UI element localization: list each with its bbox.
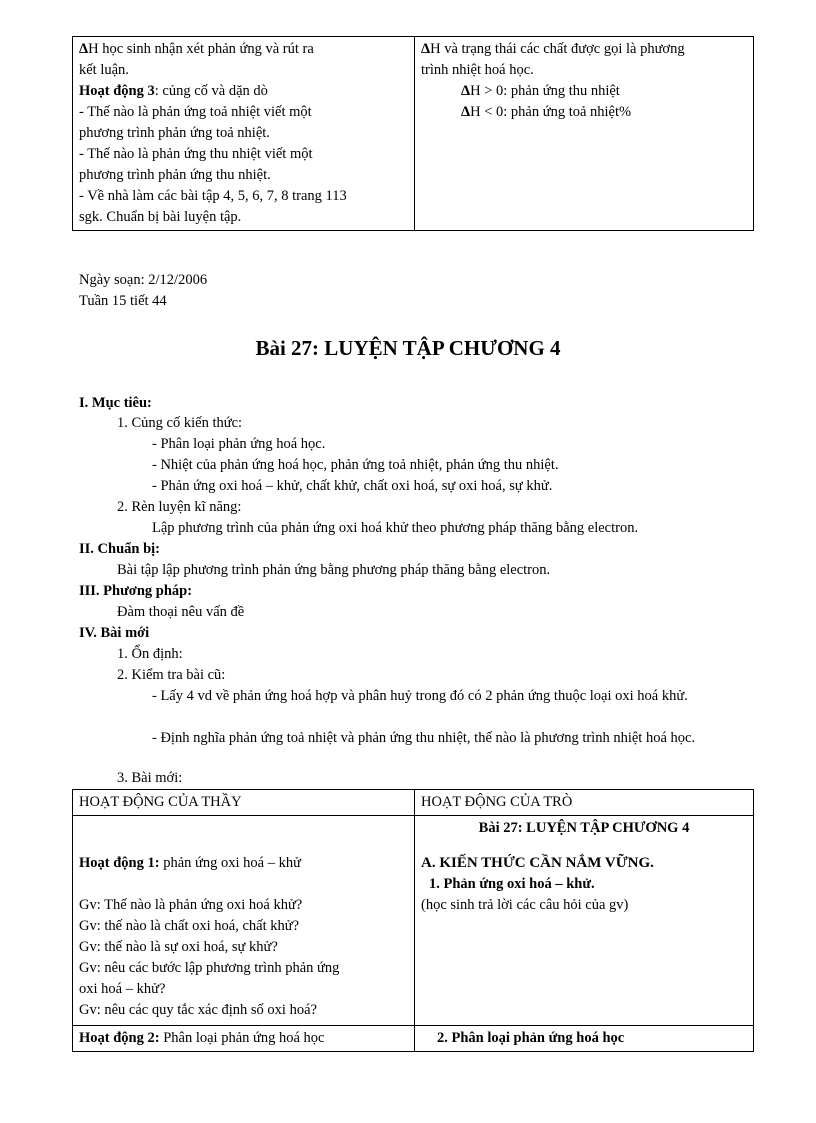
activity-2-cell: Hoạt động 2: Phân loại phản ứng hoá học	[73, 1026, 415, 1052]
objective-1: 1. Củng cố kiến thức:	[117, 415, 243, 431]
step-2: 2. Kiểm tra bài cũ:	[117, 667, 226, 683]
section-preparation-heading: II. Chuẩn bị:	[79, 541, 160, 557]
objective-2: 2. Rèn luyện kĩ năng:	[117, 499, 242, 515]
header-student: HOẠT ĐỘNG CỦA TRÒ	[415, 790, 754, 816]
delta-symbol: Δ	[421, 41, 431, 57]
classification-heading: 2. Phân loại phản ứng hoá học	[437, 1030, 625, 1046]
activity-3-label: Hoạt động 3	[79, 83, 155, 99]
section-new-lesson-heading: IV. Bài mới	[79, 625, 150, 641]
objective-2a: Lập phương trình của phản ứng oxi hoá khử theo phương pháp thăng bằng electron.	[152, 520, 639, 536]
activity-2-label: Hoạt động 2:	[79, 1030, 160, 1046]
top-table-right-cell: ΔH và trạng thái các chất được gọi là phương trình nhiệt hoá học. ΔH > 0: phản ứng thu nhiệt ΔH < 0: phản ứng toả nhiệt%	[415, 37, 754, 231]
preparation-text: Bài tập lập phương trình phản ứng bằng phương pháp thăng bằng electron.	[117, 562, 551, 578]
top-table-left-cell: ΔH học sinh nhận xét phản ứng và rút ra kết luận. Hoạt động 3: củng cố và dặn dò - Thế nào là phản ứng toả nhiệt viết một phương trình phản ứng toả nhiệt. - Thế nào là phản ứng thu nhiệt viết một phương trình phản ứng thu nhiệt. - Về nhà làm các bài tập 4, 5, 6, 7, 8 trang 113 sgk. Chuẩn bị bài luyện tập.	[73, 37, 415, 231]
section-method-heading: III. Phương pháp:	[79, 583, 193, 599]
top-activity-table	[72, 36, 754, 231]
activity-1-label: Hoạt động 1:	[79, 855, 160, 871]
method-text: Đàm thoại nêu vấn đề	[117, 604, 245, 620]
section-objectives-heading: I. Mục tiêu:	[79, 395, 152, 411]
step-2a: - Lấy 4 vd về phản ứng hoá hợp và phân huỷ trong đó có 2 phản ứng thuộc loại oxi hoá khử.	[152, 688, 688, 704]
knowledge-1-note: (học sinh trả lời các câu hỏi của gv)	[421, 897, 629, 913]
delta-symbol: Δ	[461, 104, 471, 120]
week-lesson: Tuần 15 tiết 44	[79, 293, 167, 309]
knowledge-heading: A. KIẾN THỨC CẦN NẮM VỮNG.	[421, 855, 654, 871]
teacher-cell: Hoạt động 1: phản ứng oxi hoá – khử Gv: Thế nào là phản ứng oxi hoá khử? Gv: thế nào là chất oxi hoá, chất khử? Gv: thế nào là sự oxi hoá, sự khử? Gv: nêu các bước lập phương trình phản ứng oxi hoá – khử? Gv: nêu các quy tắc xác định số oxi hoá?	[73, 816, 415, 1026]
step-2b: - Định nghĩa phản ứng toả nhiệt và phản ứng thu nhiệt, thế nào là phương trình nhiệt hoá học.	[152, 730, 696, 746]
classification-cell	[415, 1026, 754, 1052]
header-teacher: HOẠT ĐỘNG CỦA THẦY	[73, 790, 415, 816]
activity-table	[72, 789, 754, 1052]
objective-1b: - Nhiệt của phản ứng hoá học, phản ứng toả nhiệt, phản ứng thu nhiệt.	[152, 457, 559, 473]
delta-symbol: Δ	[79, 41, 89, 57]
lesson-title: Bài 27: LUYỆN TẬP CHƯƠNG 4	[255, 336, 561, 360]
delta-symbol: Δ	[461, 83, 471, 99]
preparation-date: Ngày soạn: 2/12/2006	[79, 272, 208, 288]
step-3: 3. Bài mới:	[117, 770, 183, 786]
student-cell	[415, 816, 754, 1026]
objective-1a: - Phân loại phản ứng hoá học.	[152, 436, 326, 452]
knowledge-1: 1. Phản ứng oxi hoá – khử.	[429, 876, 595, 892]
step-1: 1. Ổn định:	[117, 646, 183, 662]
objective-1c: - Phản ứng oxi hoá – khử, chất khử, chất oxi hoá, sự oxi hoá, sự khử.	[152, 478, 553, 494]
student-lesson-title: Bài 27: LUYỆN TẬP CHƯƠNG 4	[478, 820, 690, 836]
